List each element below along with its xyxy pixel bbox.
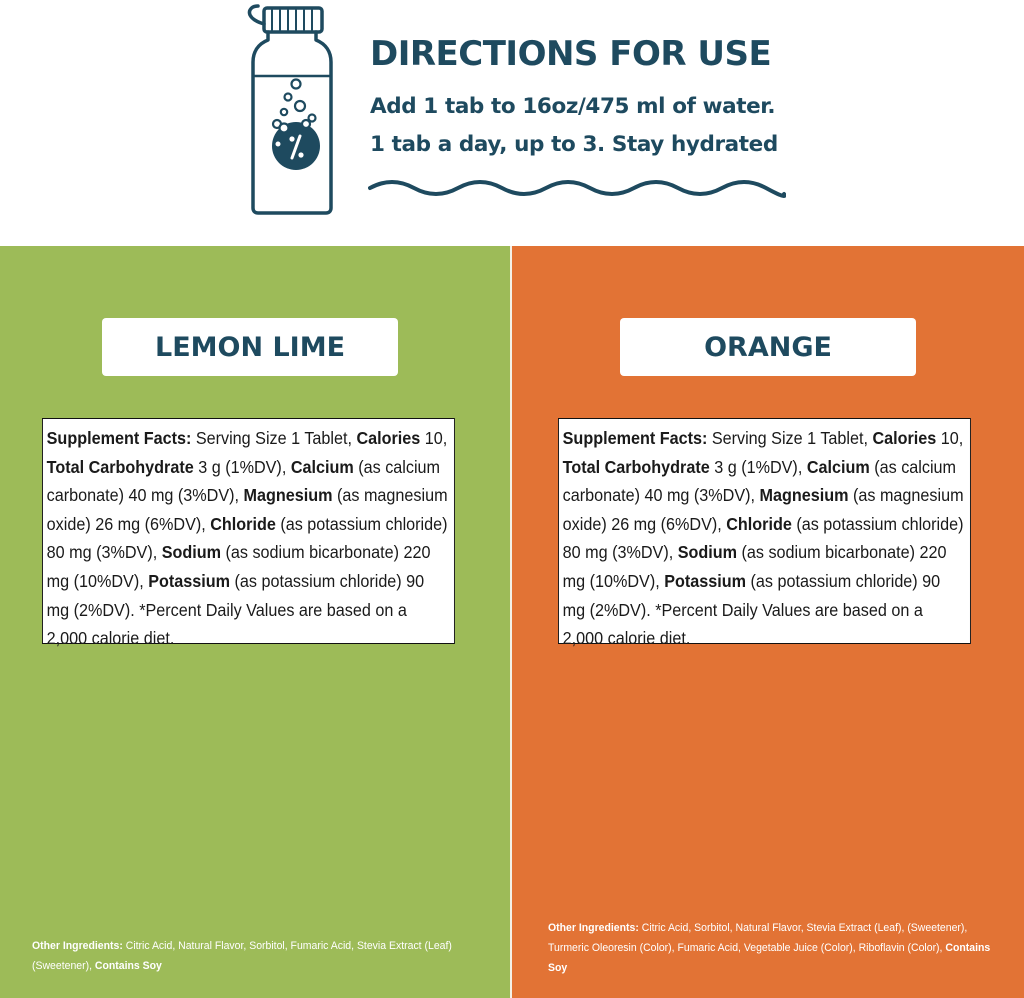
other-ingredients-orange: Other Ingredients: Citric Acid, Sorbitol, Natural Flavor, Stevia Extract (Leaf), (Sweetener), Turmeric Oleoresin (Color), Fumaric Acid, Vegetable Juice (Color), Riboflavin (Color), Contains Soy: [548, 922, 991, 974]
wave-divider-icon: [368, 178, 786, 206]
allergen-notice: Contains Soy: [94, 960, 162, 972]
supplement-facts-orange: Supplement Facts: Serving Size 1 Tablet, Calories 10, Total Carbohydrate 3 g (1%DV), Calcium (as calcium carbonate) 40 mg (3%DV), Magnesium (as magnesium oxide) 26 mg (6%DV), Chloride (as potassium chloride) 80 mg (3%DV), Sodium (as sodium bicarbonate) 220 mg (10%DV), Potassium (as potassium chloride) 90 mg (2%DV). *Percent Daily Values are based on a 2,000 calorie diet.: [558, 418, 971, 644]
facts-heading: Supplement Facts:: [562, 428, 708, 448]
allergen-notice: Contains Soy: [548, 942, 991, 974]
other-ingredients-lemon-lime: Other Ingredients: Citric Acid, Natural Flavor, Sorbitol, Fumaric Acid, Stevia Extract (Leaf) (Sweetener), Contains Soy: [32, 940, 452, 972]
directions-line-dosage: Add 1 tab to 16oz/475 ml of water.: [370, 94, 776, 119]
orange-panel: [512, 246, 1024, 998]
flavor-label-orange: ORANGE: [620, 318, 916, 376]
directions-header: [0, 0, 1024, 246]
water-bottle-icon: [244, 0, 334, 218]
lemon-lime-panel: [0, 246, 510, 998]
flavor-label-lemon-lime: LEMON LIME: [102, 318, 398, 376]
supplement-facts-lemon-lime: Supplement Facts: Serving Size 1 Tablet, Calories 10, Total Carbohydrate 3 g (1%DV), Calcium (as calcium carbonate) 40 mg (3%DV), Magnesium (as magnesium oxide) 26 mg (6%DV), Chloride (as potassium chloride) 80 mg (3%DV), Sodium (as sodium bicarbonate) 220 mg (10%DV), Potassium (as potassium chloride) 90 mg (2%DV). *Percent Daily Values are based on a 2,000 calorie diet.: [42, 418, 455, 644]
facts-heading: Supplement Facts:: [46, 428, 192, 448]
directions-line-frequency: 1 tab a day, up to 3. Stay hydrated: [370, 132, 778, 157]
directions-title: DIRECTIONS FOR USE: [370, 34, 772, 74]
